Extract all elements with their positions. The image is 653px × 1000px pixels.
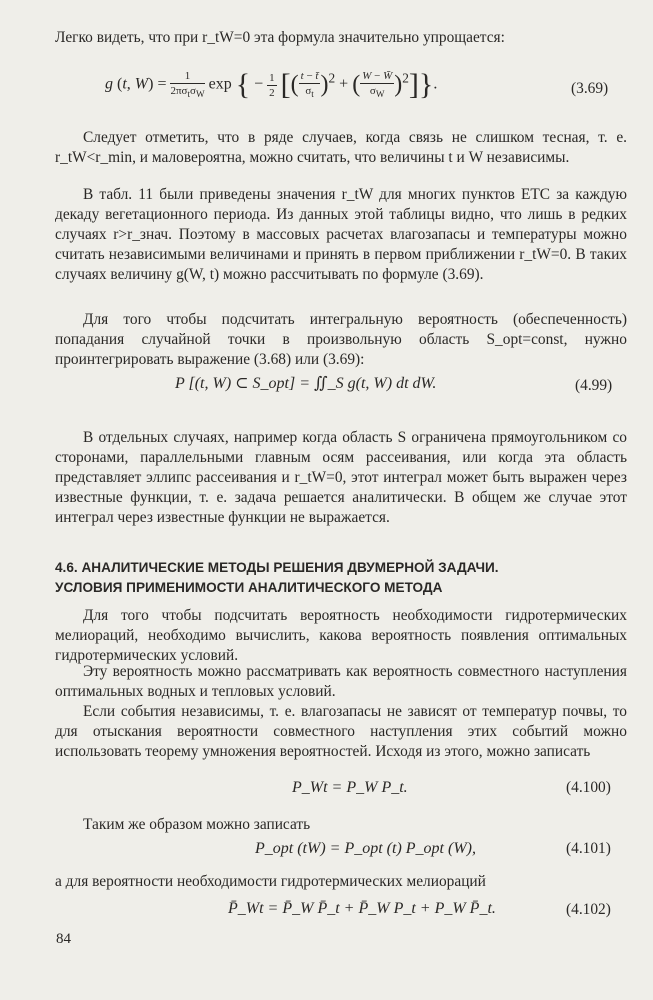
- paragraph-4: [55, 310, 627, 370]
- section-heading-line-1: 4.6. АНАЛИТИЧЕСКИЕ МЕТОДЫ РЕШЕНИЯ ДВУМЕРНОЙ ЗАДАЧИ.: [55, 560, 499, 575]
- equation-3-69: g (t, W) = $\frac{1}{2\pi\sigma_t\sigma_W}$ exp { − $\frac{1}{2}$ [( $\frac{t - t̄}{\sigma_t}$ )$^2$ + ( $\frac{W - W̄}{\sigma_W}$ )$^2$]}.: [105, 68, 438, 101]
- paragraph-10-text: а для вероятности необходимости гидротермических мелиораций: [55, 873, 486, 890]
- paragraph-8-text: Если события независимы, т. е. влагозапасы не зависят от температур почвы, то для отыскания вероятности совместного наступления этих событий можно использовать теорему умножения вероятностей. Исходя из этого, можно записать: [55, 703, 627, 760]
- paragraph-1: [55, 28, 627, 48]
- paragraph-10: [55, 872, 627, 892]
- equation-number-4-102: (4.102): [566, 901, 611, 918]
- paragraph-1-text: Легко видеть, что при r_tW=0 эта формула значительно упрощается:: [55, 29, 505, 46]
- fraction: $\frac{1}{2\pi\sigma_t\sigma_W}$: [170, 69, 205, 100]
- paragraph-2: [55, 128, 627, 168]
- equation-4-101: P_opt (tW) = P_opt (t) P_opt (W),: [255, 840, 476, 857]
- paragraph-6-text: Для того чтобы подсчитать вероятность необходимости гидротермических мелиораций, необходимо вычислить, какова вероятность появления оптимальных гидротермических условий.: [55, 607, 627, 664]
- equation-4-99: P [(t, W) ⊂ S_opt] = ∬_S g(t, W) dt dW.: [175, 375, 437, 392]
- paragraph-5-text: В отдельных случаях, например когда область S ограничена прямоугольником со сторонами, параллельными главным осям рассеивания, или когда эта область представляет эллипс рассеивания и r_tW=0, этот интеграл может быть выражен через известные функции, т. е. задача решается аналитически. В общем же случае этот интеграл через известные функции не выражается.: [55, 429, 627, 526]
- paragraph-6: [55, 606, 627, 666]
- section-heading: [55, 558, 627, 598]
- equation-4-102: P̄_Wt = P̄_W P̄_t + P̄_W P_t + P_W P̄_t.: [228, 900, 496, 917]
- paragraph-3: [55, 185, 627, 285]
- paragraph-3-text: В табл. 11 были приведены значения r_tW для многих пунктов ЕТС за каждую декаду вегетационного периода. Из данных этой таблицы видно, что лишь в редких случаях r>r_знач. Поэтому в массовых расчетах влагозапасы и температуры можно считать независимыми величинами и принять в первом приближении r_tW=0. В таких случаях величину g(W, t) можно рассчитывать по формуле (3.69).: [55, 186, 627, 283]
- equation-number-4-100: (4.100): [566, 779, 611, 796]
- equation-number-3-69: (3.69): [571, 80, 609, 97]
- fraction-half: $\frac{1}{2}$: [269, 71, 275, 99]
- paragraph-5: [55, 428, 627, 528]
- paragraph-2-text: Следует отметить, что в ряде случаев, когда связь не слишком тесная, т. е. r_tW<r_min, и маловероятна, можно считать, что величины t и W независимы.: [55, 129, 627, 166]
- paragraph-7-text: Эту вероятность можно рассматривать как вероятность совместного наступления оптимальных водных и тепловых условий.: [55, 663, 627, 700]
- paragraph-9: [55, 815, 627, 835]
- section-heading-line-2: УСЛОВИЯ ПРИМЕНИМОСТИ АНАЛИТИЧЕСКОГО МЕТОДА: [55, 580, 443, 595]
- equation-number-4-101: (4.101): [566, 840, 611, 857]
- paragraph-9-text: Таким же образом можно записать: [83, 816, 311, 833]
- paragraph-8: [55, 702, 627, 762]
- equation-4-100: P_Wt = P_W P_t.: [292, 779, 408, 796]
- page-number: 84: [56, 931, 71, 947]
- paragraph-7: [55, 662, 627, 702]
- paragraph-4-text: Для того чтобы подсчитать интегральную вероятность (обеспеченность) попадания случайной точки в произвольную область S_opt=const, нужно проинтегрировать выражение (3.68) или (3.69):: [55, 311, 627, 368]
- equation-number-4-99: (4.99): [575, 377, 613, 394]
